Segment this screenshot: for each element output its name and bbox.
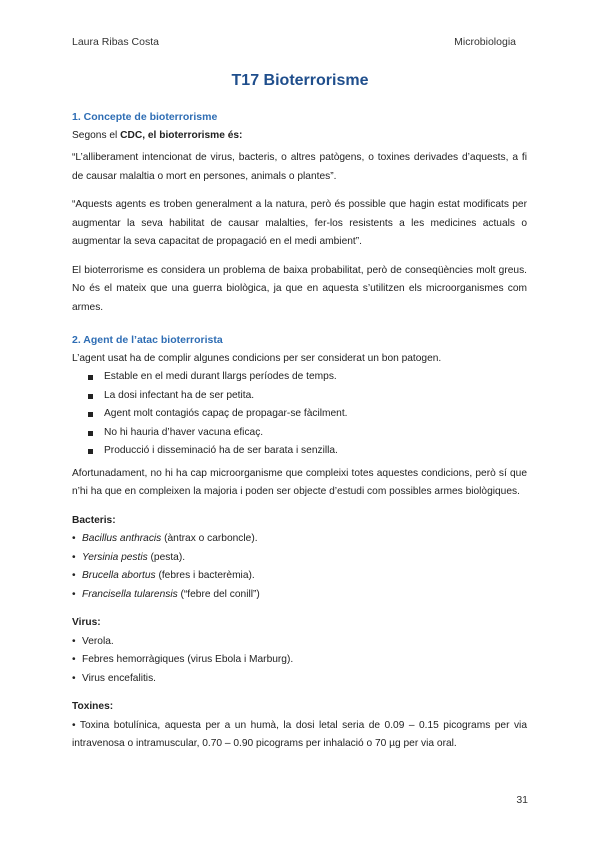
species-desc: (febres i bacterèmia). xyxy=(155,570,255,581)
condition-item: La dosi infectant ha de ser petita. xyxy=(88,387,527,406)
species-name: Brucella abortus xyxy=(82,570,156,581)
bacteria-item xyxy=(72,549,527,568)
virus-item: • Febres hemorràgiques (virus Ebola i Marburg). xyxy=(72,651,527,670)
conditions-list xyxy=(72,368,527,461)
condition-item: Agent molt contagiós capaç de propagar-se fàcilment. xyxy=(88,405,527,424)
bacteria-item xyxy=(72,567,527,586)
header-subject: Microbiologia xyxy=(454,36,516,48)
virus-list xyxy=(72,633,527,689)
virus-label: Virus: xyxy=(72,617,101,628)
toxins-label: Toxines: xyxy=(72,701,114,712)
section-1-paragraph: El bioterrorisme es considera un problema de baixa probabilitat, però de conseqüències molt greus. No és el mateix que una guerra biològica, ja que en aquesta s’utilitzen els microorganismes com armes. xyxy=(72,264,527,313)
section-1-intro xyxy=(72,127,527,146)
bacteria-list xyxy=(72,530,527,604)
condition-item: No hi hauria d’haver vacuna eficaç. xyxy=(88,424,527,443)
species-name: Francisella tularensis xyxy=(82,588,178,600)
quote-1: “L’alliberament intencionat de virus, bacteris, o altres patògens, o toxines derivades d’aquests, a fi de causar malaltia o mort en persones, animals o plantes”. xyxy=(72,152,527,182)
header-author: Laura Ribas Costa xyxy=(72,36,159,48)
toxins-text: • Toxina botulínica, aquesta per a un humà, la dosi letal seria de 0.09 – 0.15 picograms per via intravenosa o intramuscular, 0.70 – 0.90 picograms per inhalació o 70 µg per via oral. xyxy=(72,719,527,749)
quote-2: “Aquests agents es troben generalment a la natura, però és possible que hagin estat modificats per augmentar la seva habilitat de causar malalties, fer-los resistents a les medicines actuals o augmentar la seva capacitat de propagació en el medi ambient”. xyxy=(72,199,527,247)
section-2-paragraph: Afortunadament, no hi ha cap microorganisme que compleixi totes aquestes condicions, però sí que n’hi ha que en compleixen la majoria i poden ser objecte d’estudi com possibles armes biològiques. xyxy=(72,467,527,497)
species-desc: (àntrax o carboncle). xyxy=(161,533,258,544)
section-2-intro: L’agent usat ha de complir algunes condicions per ser considerat un bon patogen. xyxy=(72,352,442,364)
intro-bold-text: CDC, el bioterrorisme és: xyxy=(120,129,243,141)
condition-item: Producció i disseminació ha de ser barata i senzilla. xyxy=(88,442,527,461)
species-name: Yersinia pestis xyxy=(82,551,148,563)
species-name: Bacillus anthracis xyxy=(82,533,162,544)
page-number: 31 xyxy=(516,794,528,806)
intro-text: Segons el xyxy=(72,129,121,141)
section-2-heading: 2. Agent de l’atac bioterrorista xyxy=(72,334,223,346)
species-desc: (pesta). xyxy=(147,551,186,563)
condition-item: Estable en el medi durant llargs períodes de temps. xyxy=(88,368,527,387)
species-desc: (“febre del conill”) xyxy=(177,588,260,600)
page-title: T17 Bioterrorisme xyxy=(231,72,369,89)
bacteria-label: Bacteris: xyxy=(72,514,116,526)
virus-item: • Virus encefalitis. xyxy=(72,670,527,689)
bacteria-item xyxy=(72,530,527,549)
bacteria-item xyxy=(72,586,527,605)
virus-item: • Verola. xyxy=(72,633,527,652)
section-1-heading: 1. Concepte de bioterrorisme xyxy=(72,111,218,123)
page-header xyxy=(72,36,516,48)
page-content xyxy=(72,108,527,754)
